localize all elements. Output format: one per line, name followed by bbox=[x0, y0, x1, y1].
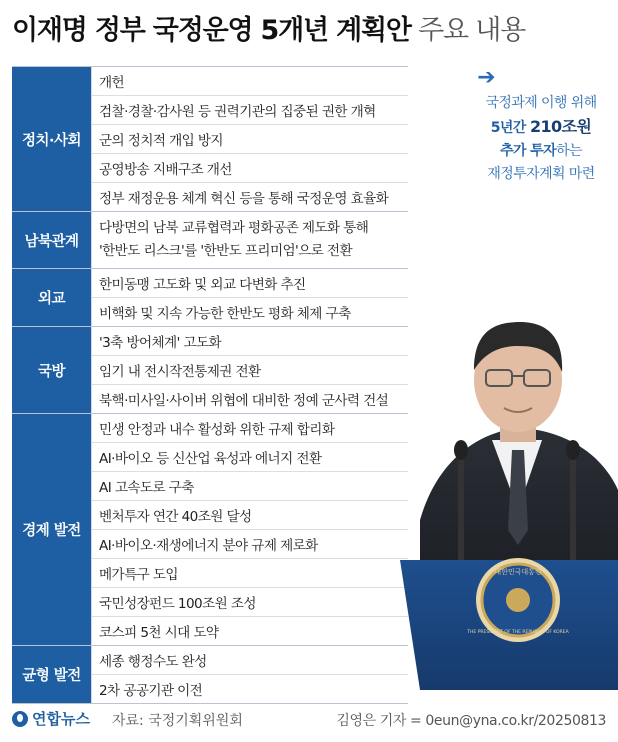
side-note-line: 국정과제 이행 위해 bbox=[485, 95, 597, 111]
list-item: 군의 정치적 개입 방지 bbox=[91, 124, 408, 153]
page-title bbox=[12, 10, 612, 52]
arrow-right-icon: ➔ bbox=[477, 65, 495, 90]
list-item: 세종 행정수도 완성 bbox=[91, 646, 408, 674]
list-item: 공영방송 지배구조 개선 bbox=[91, 153, 408, 182]
list-item: 2차 공공기관 이전 bbox=[91, 674, 408, 703]
group-label: 정치·사회 bbox=[12, 67, 91, 211]
side-note bbox=[470, 66, 612, 186]
group-label: 균형 발전 bbox=[12, 646, 91, 703]
source-text: 자료: 국정기획위원회 bbox=[112, 713, 243, 729]
list-item: AI·바이오 등 신산업 육성과 에너지 전환 bbox=[91, 442, 408, 471]
list-item: 코스피 5천 시대 도약 bbox=[91, 616, 408, 645]
list-item-line: '한반도 리스크'를 '한반도 프리미엄'으로 전환 bbox=[99, 243, 352, 259]
list-item: 임기 내 전시작전통제권 전환 bbox=[91, 355, 408, 384]
group-inter-korean bbox=[12, 212, 408, 269]
president-photo bbox=[400, 300, 618, 690]
credit-text: 김영은 기자 = 0eun@yna.co.kr/20250813 bbox=[336, 713, 606, 729]
group-defense bbox=[12, 327, 408, 414]
seal-text-top: 대한민국대통령 bbox=[494, 568, 542, 576]
list-item: 정부 재정운용 체계 혁신 등을 통해 국정운영 효율화 bbox=[91, 182, 408, 211]
group-diplomacy bbox=[12, 269, 408, 327]
list-item bbox=[91, 212, 408, 268]
side-note-line: 추가 투자하는 bbox=[500, 143, 582, 159]
group-balanced-development bbox=[12, 646, 408, 704]
group-label: 경제 발전 bbox=[12, 414, 91, 645]
side-note-highlight: 5년간 210조원 bbox=[490, 117, 592, 136]
list-item: AI·바이오·재생에너지 분야 규제 제로화 bbox=[91, 529, 408, 558]
list-item: 북핵·미사일·사이버 위협에 대비한 정예 군사력 건설 bbox=[91, 384, 408, 413]
list-item: 검찰·경찰·감사원 등 권력기관의 집중된 권한 개혁 bbox=[91, 95, 408, 124]
side-note-line: 재정투자계획 마련 bbox=[487, 166, 595, 182]
footer bbox=[0, 700, 618, 742]
list-item: AI 고속도로 구축 bbox=[91, 471, 408, 500]
group-economy bbox=[12, 414, 408, 646]
group-label: 외교 bbox=[12, 269, 91, 326]
yonhap-logo-icon bbox=[12, 711, 28, 727]
group-label: 국방 bbox=[12, 327, 91, 413]
list-item: 한미동맹 고도화 및 외교 다변화 추진 bbox=[91, 269, 408, 297]
list-item: 벤처투자 연간 40조원 달성 bbox=[91, 500, 408, 529]
list-item: '3축 방어체계' 고도화 bbox=[91, 327, 408, 355]
list-item: 메가특구 도입 bbox=[91, 558, 408, 587]
list-item-line: 다방면의 남북 교류협력과 평화공존 제도화 통해 bbox=[99, 220, 369, 236]
list-item: 비핵화 및 지속 가능한 한반도 평화 체제 구축 bbox=[91, 297, 408, 326]
list-item: 국민성장펀드 100조원 조성 bbox=[91, 587, 408, 616]
seal-text-bottom: THE PRESIDENT OF THE REPUBLIC OF KOREA bbox=[467, 630, 569, 635]
title-sub: 주요 내용 bbox=[418, 15, 526, 46]
policy-table bbox=[12, 66, 408, 704]
list-item: 민생 안정과 내수 활성화 위한 규제 합리화 bbox=[91, 414, 408, 442]
group-label: 남북관계 bbox=[12, 212, 91, 268]
list-item: 개헌 bbox=[91, 67, 408, 95]
group-politics-society bbox=[12, 66, 408, 212]
title-main: 이재명 정부 국정운영 5개년 계획안 bbox=[12, 15, 411, 46]
publisher-logo: 연합뉴스 bbox=[12, 708, 90, 729]
